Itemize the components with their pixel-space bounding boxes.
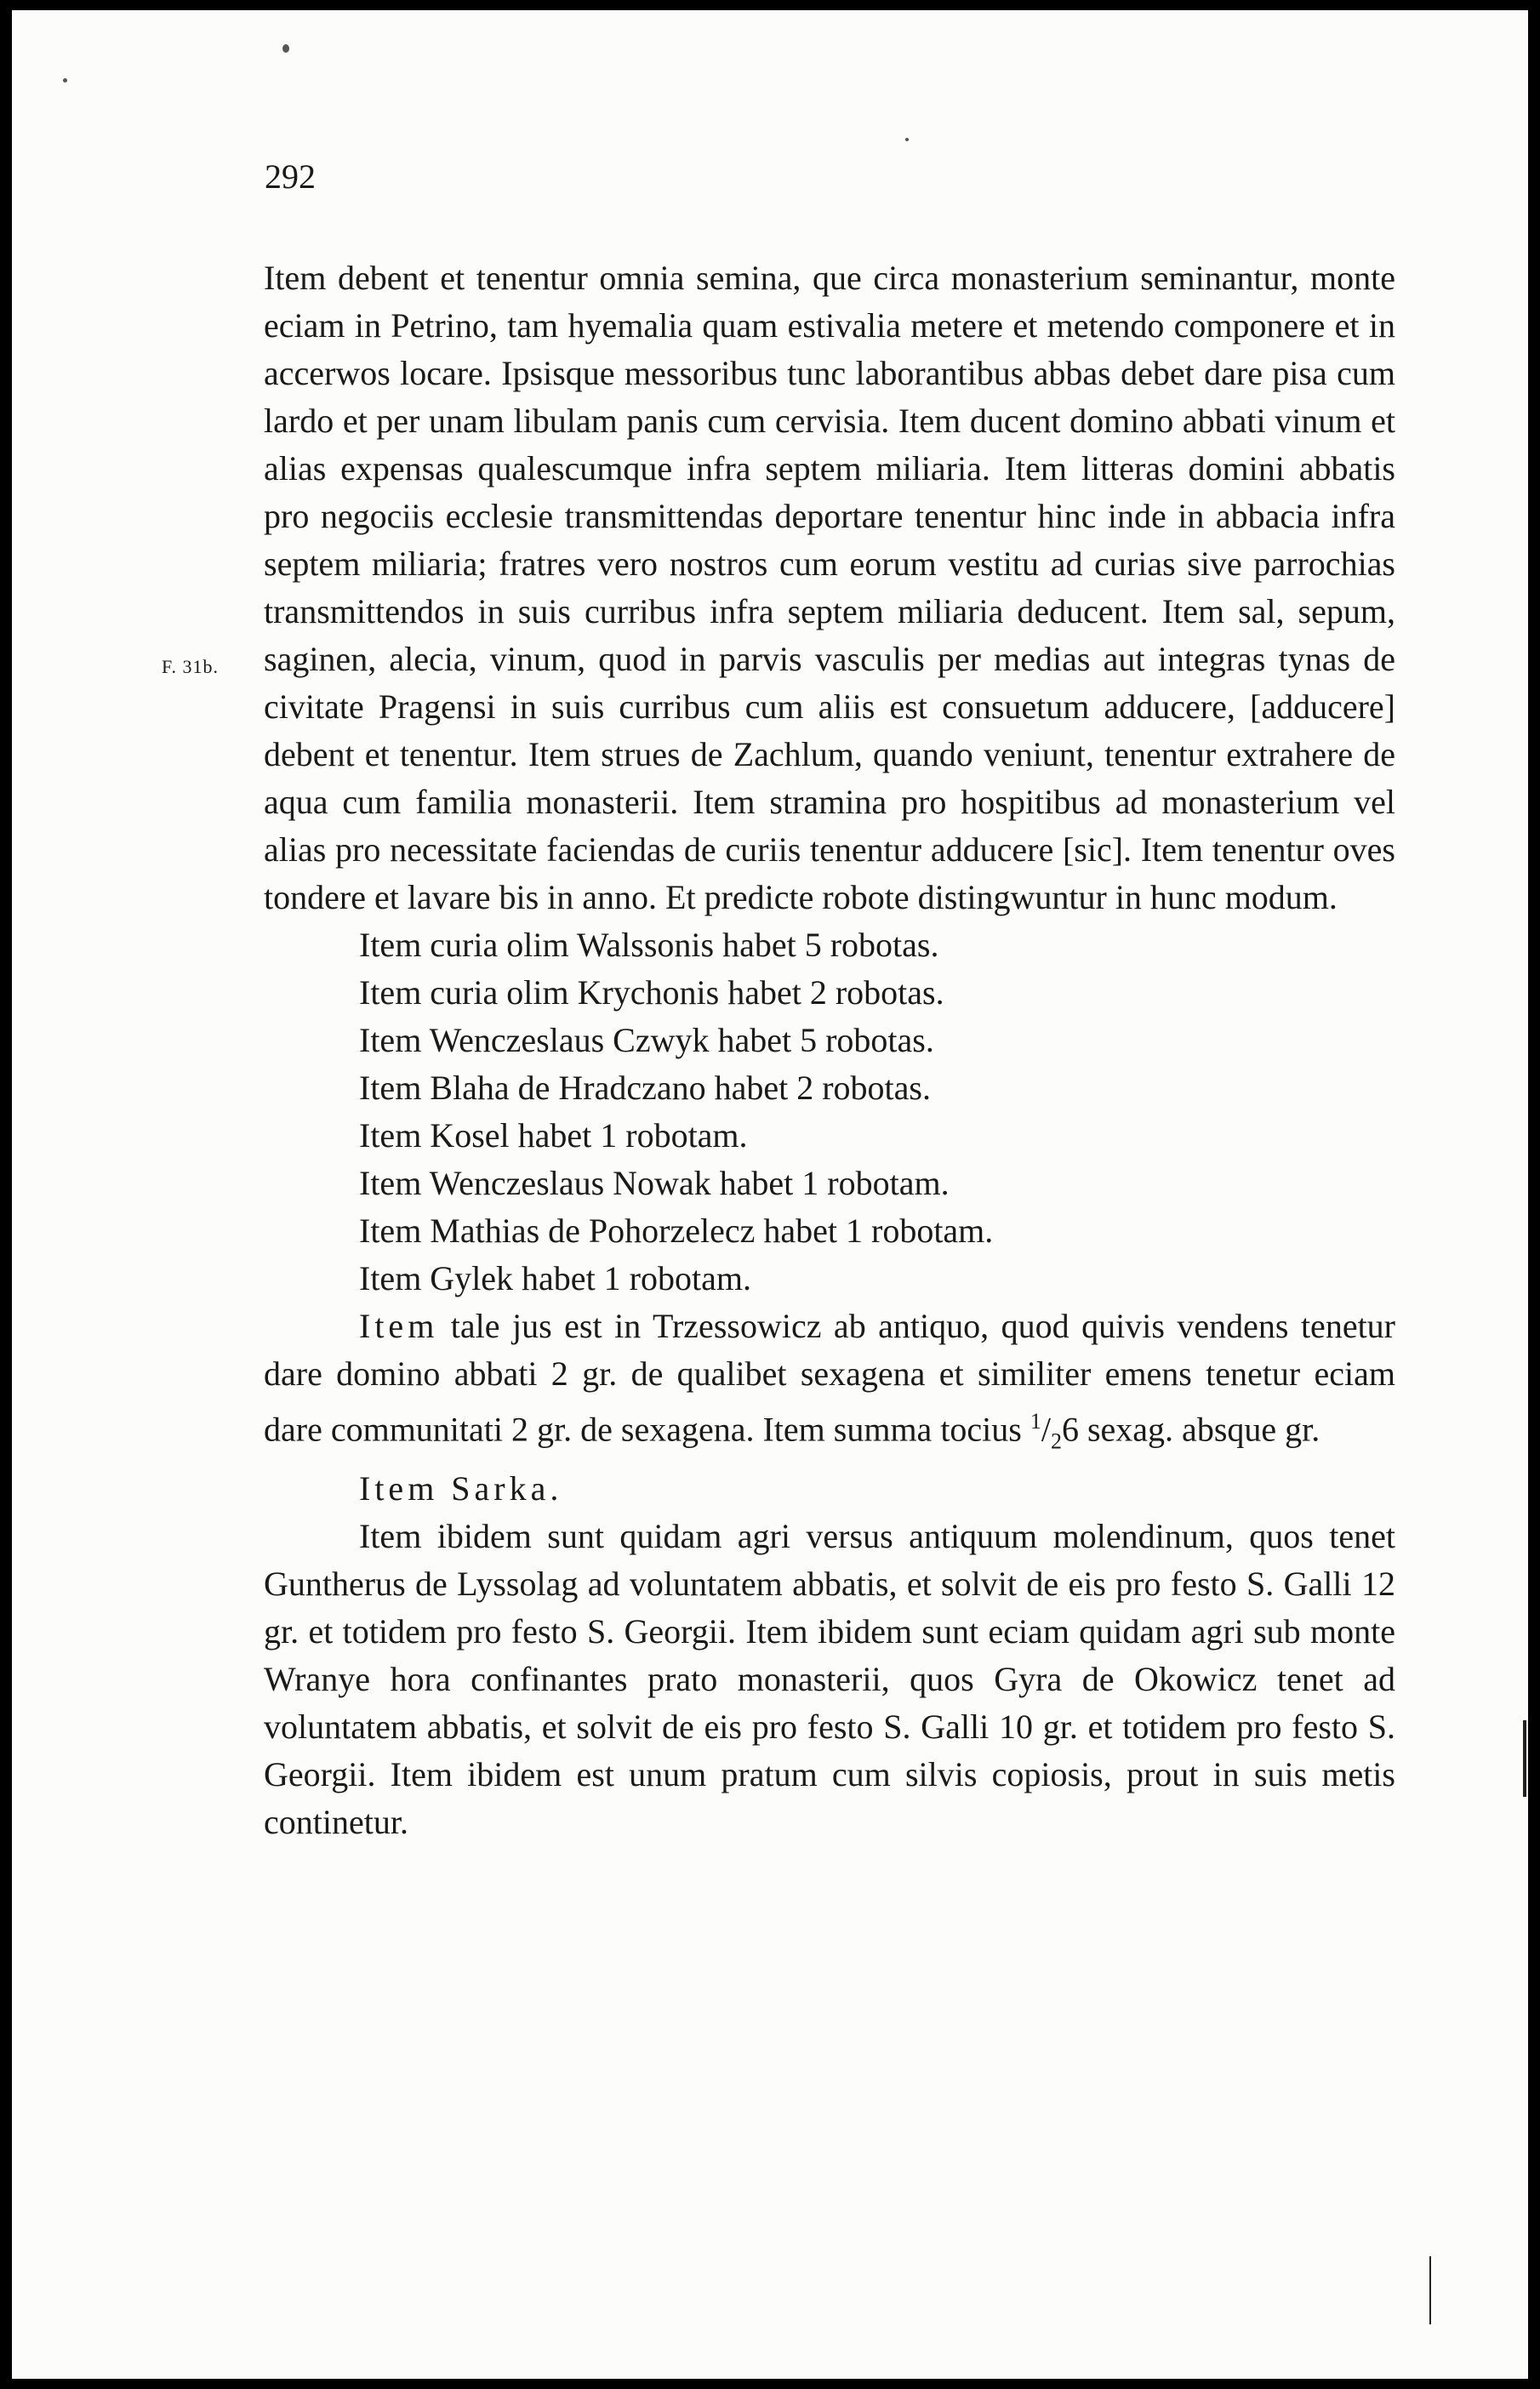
list-item: Item curia olim Walssonis habet 5 robotas.	[359, 926, 939, 964]
paragraph-trzessowicz-end: 6 sexag. absque gr.	[1061, 1410, 1320, 1449]
list-item: Item Blaha de Hradczano habet 2 robotas.	[359, 1069, 931, 1107]
list-item: Item Wenczeslaus Nowak habet 1 robotam.	[359, 1164, 950, 1202]
fraction-denominator: 2	[1050, 1428, 1062, 1454]
fraction-numerator: 1	[1030, 1409, 1041, 1434]
paragraph-sarka: Item ibidem sunt quidam agri versus antiquum molendinum, quos tenet Guntherus de Lyssolag ad voluntatem abbatis, et solvit de eis pro festo S. Galli 12 gr. et totidem pro festo S. Georgii. Item ibidem sunt eciam quidam agri sub monte Wranye hora confinantes prato monasterii, quos Gyra de Okowicz tenet ad voluntatem abbatis, et solvit de eis pro festo S. Galli 10 gr. et totidem pro festo S. Georgii. Item ibidem est unum pratum cum silvis copiosis, prout in suis metis continetur.	[264, 1517, 1395, 1842]
paragraph-trzessowicz-text: tale jus est in Trzessowicz ab antiquo, quod quivis vendens tenetur dare domino abbati 2 gr. de qualibet sexagena et similiter emens tenetur eciam dare communitati 2 gr. de sexagena. Item summa tocius	[264, 1307, 1395, 1449]
scan-speck	[63, 78, 67, 83]
paragraph-trzessowicz: Item tale jus est in Trzessowicz ab antiquo, quod quivis vendens tenetur dare domino abbati 2 gr. de qualibet sexagena et similiter emens tenetur eciam dare communitati 2 gr. de sexagena. Item summa tocius $^1/_26$ sexag. absque gr.	[264, 1307, 1395, 1454]
edge-mark	[1429, 2256, 1431, 2324]
list-item: Item curia olim Krychonis habet 2 robotas.	[359, 973, 944, 1012]
list-item: Item Gylek habet 1 robotam.	[359, 1259, 751, 1297]
scan-speck	[905, 138, 909, 141]
list-item: Item Mathias de Pohorzelecz habet 1 robotam.	[359, 1212, 994, 1250]
scanned-page	[12, 10, 1528, 2379]
body-text	[264, 254, 1395, 1846]
list-item: Item Kosel habet 1 robotam.	[359, 1116, 748, 1155]
section-title: Item Sarka.	[359, 1469, 563, 1508]
folio-margin-note: F. 31b.	[162, 656, 219, 677]
scan-speck	[282, 44, 289, 53]
paragraph-services: Item debent et tenentur omnia semina, que circa monasterium seminantur, monte eciam in Petrino, tam hyemalia quam estivalia metere et metendo componere et in accerwos locare. Ipsisque messoribus tunc laborantibus abbas debet dare pisa cum lardo et per unam libulam panis cum cervisia. Item ducent domino abbati vinum et alias expensas qualescumque infra septem miliaria. Item litteras domini abbatis pro negociis ecclesie transmittendas deportare tenentur hinc inde in abbacia infra septem miliaria; fratres vero nostros cum eorum vestitu ad curias sive parrochias transmittendos in suis curribus infra septem miliaria deducent. Item sal, sepum, saginen, alecia, vinum, quod in parvis vasculis per medias aut integras tynas de civitate Pragensi in suis curribus cum aliis est consuetum adducere, [adducere] debent et tenentur. Item strues de Zachlum, quando veniunt, tenentur extrahere de aqua cum familia monasterii. Item stramina pro hospitibus ad monasterium vel alias pro necessitate faciendas de curiis tenentur adducere [sic]. Item tenentur oves tondere et lavare bis in anno. Et predicte robote distingwuntur in hunc modum.	[264, 259, 1395, 916]
edge-mark	[1523, 1720, 1526, 1797]
spaced-lead-word: Item	[359, 1307, 439, 1345]
list-item: Item Wenczeslaus Czwyk habet 5 robotas.	[359, 1021, 934, 1059]
page-number: 292	[265, 157, 316, 196]
